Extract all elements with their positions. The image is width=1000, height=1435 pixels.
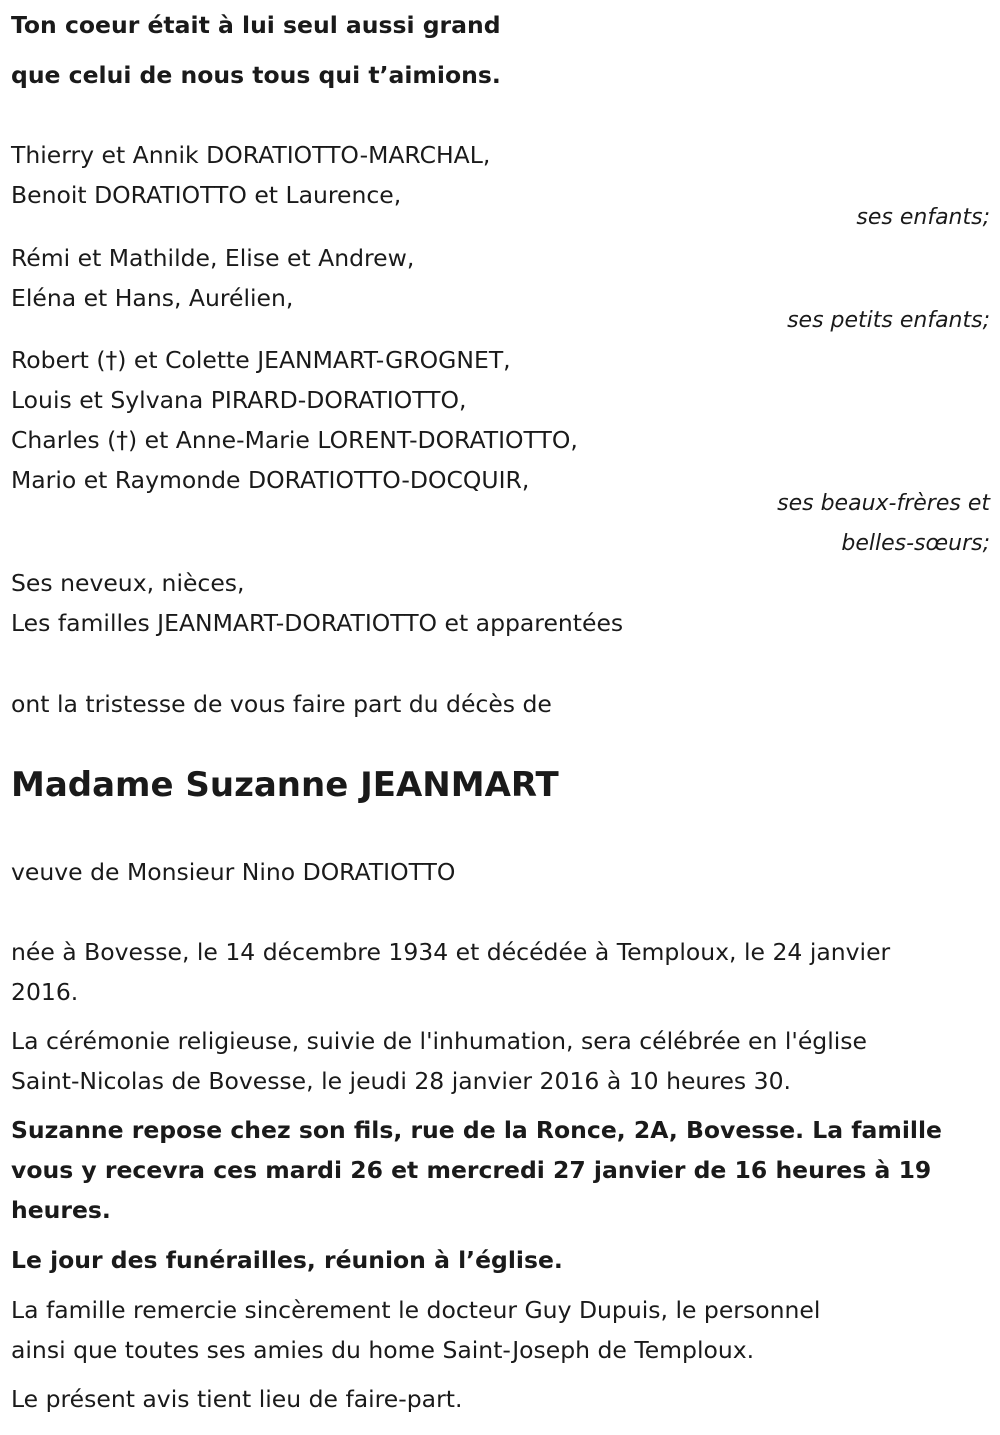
- ceremony-line: La cérémonie religieuse, suivie de l'inhumation, sera célébrée en l'église: [11, 1027, 867, 1055]
- in-laws-role: ses beaux-frères et: [777, 491, 990, 516]
- children-line: Thierry et Annik DORATIOTTO-MARCHAL,: [11, 141, 491, 169]
- grandchildren-line: Eléna et Hans, Aurélien,: [11, 284, 294, 312]
- birth-death-line: née à Bovesse, le 14 décembre 1934 et décédée à Temploux, le 24 janvier: [11, 938, 891, 966]
- meeting-note: Le jour des funérailles, réunion à l’église.: [11, 1246, 563, 1274]
- in-laws-line: Louis et Sylvana PIRARD-DORATIOTTO,: [11, 386, 467, 414]
- in-laws-line: Charles (†) et Anne-Marie LORENT-DORATIOTTO,: [11, 426, 578, 454]
- visitation-line: heures.: [11, 1196, 111, 1224]
- in-laws-line: Robert (†) et Colette JEANMART-GROGNET,: [11, 346, 511, 374]
- widow-of: veuve de Monsieur Nino DORATIOTTO: [11, 858, 456, 886]
- announcement: ont la tristesse de vous faire part du décès de: [11, 690, 552, 718]
- in-laws-role: belles-sœurs;: [841, 531, 990, 556]
- epigraph-line: que celui de nous tous qui t’aimions.: [11, 61, 501, 89]
- grandchildren-line: Rémi et Mathilde, Elise et Andrew,: [11, 244, 415, 272]
- in-laws-line: Mario et Raymonde DORATIOTTO-DOCQUIR,: [11, 466, 530, 494]
- closing-note: Le présent avis tient lieu de faire-part.: [11, 1385, 463, 1413]
- others-line: Les familles JEANMART-DORATIOTTO et apparentées: [11, 609, 624, 637]
- epigraph-line: Ton coeur était à lui seul aussi grand: [11, 11, 501, 39]
- children-line: Benoit DORATIOTTO et Laurence,: [11, 181, 402, 209]
- visitation-line: Suzanne repose chez son fils, rue de la Ronce, 2A, Bovesse. La famille: [11, 1116, 942, 1144]
- others-line: Ses neveux, nièces,: [11, 569, 245, 597]
- thanks-line: ainsi que toutes ses amies du home Saint-Joseph de Temploux.: [11, 1336, 755, 1364]
- birth-death-line: 2016.: [11, 978, 79, 1006]
- grandchildren-role: ses petits enfants;: [787, 308, 990, 333]
- visitation-line: vous y recevra ces mardi 26 et mercredi 27 janvier de 16 heures à 19: [11, 1156, 932, 1184]
- ceremony-line: Saint-Nicolas de Bovesse, le jeudi 28 janvier 2016 à 10 heures 30.: [11, 1067, 792, 1095]
- thanks-line: La famille remercie sincèrement le docteur Guy Dupuis, le personnel: [11, 1296, 821, 1324]
- children-role: ses enfants;: [856, 205, 990, 230]
- deceased-name: Madame Suzanne JEANMART: [11, 765, 559, 805]
